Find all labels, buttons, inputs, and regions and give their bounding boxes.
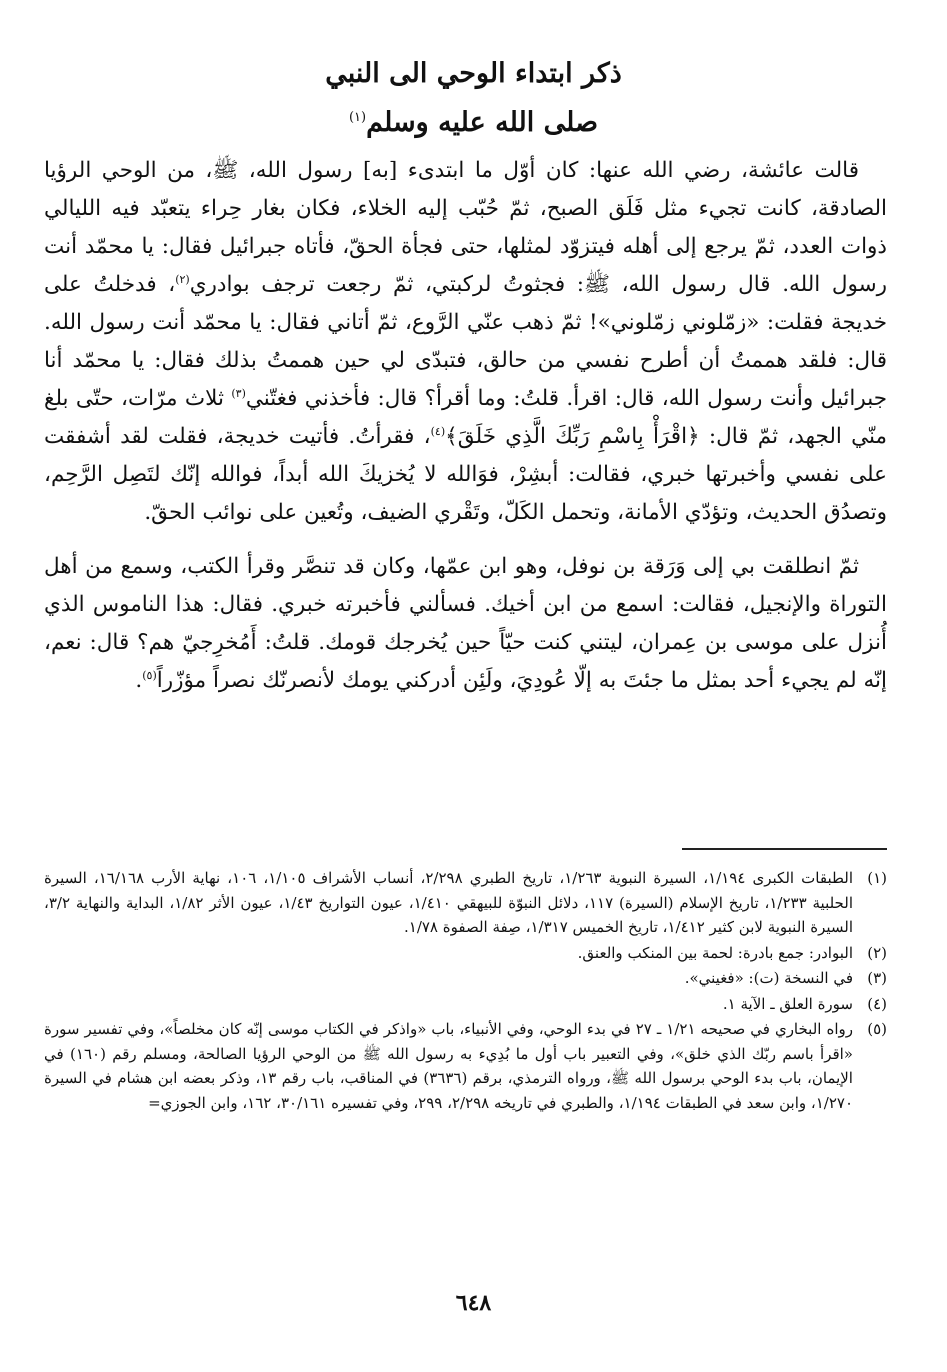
footnote-number: (١) bbox=[867, 869, 887, 887]
footnote-separator bbox=[682, 848, 887, 850]
footnote-3 bbox=[44, 966, 887, 991]
chapter-title-line-2 bbox=[0, 96, 947, 145]
paragraph-2-end: . bbox=[135, 668, 143, 693]
footnote-ref-4: (٤) bbox=[430, 424, 446, 438]
footnote-ref-1: (١) bbox=[348, 110, 367, 125]
footnote-text: سورة العلق ـ الآية ١. bbox=[722, 994, 853, 1013]
paragraph-1-part-3: ثلاث مرّات، حتّى بلغ منّي الجهد، ثمّ قال: ﴿اقْرَأْ بِاسْمِ رَبِّكَ الَّذِي خَلَقَ﴾ bbox=[44, 386, 887, 449]
paragraph-1-part-2: ، فدخلتُ على خديجة فقلت: «زمّلوني زمّلوني»! ثمّ ذهب عنّي الرَّوع، ثمّ أتاني فقال: يا محمّد أنت رسول الله. قال: فلقد هممتُ أن أطرح نفسي من حالق، فتبدّى لي حين هممتُ بذلك فقال: يا محمّد أنا جبرائيل وأنت رسول الله، قال: اقرأ. قلتُ: وما أقرأ؟ قال: فأخذني فغتّني bbox=[44, 272, 887, 411]
footnote-ref-5: (٥) bbox=[142, 668, 157, 682]
chapter-title-line-2-text: صلى الله عليه وسلم bbox=[366, 107, 599, 138]
chapter-title-line-1: ذكر ابتداء الوحي الى النبي bbox=[325, 58, 622, 89]
footnote-4 bbox=[44, 992, 887, 1017]
paragraph-1-part-4: ، فقرأتُ. فأتيت خديجة، فقلت لقد أشفقت على نفسي وأخبرتها خبري، فقالت: أبشِرْ، فوَالله لا يُخزيكَ الله أبداً، فوالله إنّك لتَصِل الرَّحِم، وتصدُق الحديث، وتؤدّي الأمانة، وتحمل الكَلّ، وتَقْري الضيف، وتُعين على نوائب الحقّ. bbox=[44, 424, 887, 525]
footnote-number: (٤) bbox=[867, 994, 887, 1013]
main-text bbox=[44, 152, 887, 700]
paragraph-2-part-1: ثمّ انطلقت بي إلى وَرَقة بن نوفل، وهو ابن عمّها، وكان قد تنصَّر وقرأ الكتب، وسمع من أهل التوراة والإنجيل، فقالت: اسمع من ابن أخيك. فسألني فأخبرته خبري. فقال: هذا الناموس الذي أُنزل على موسى بن عِمران، ليتني كنت حيّاً حين يُخرجك قومك. قلتُ: أَمُخرِجيّ هم؟ قال: نعم، إنّه لم يجيء أحد بمثل ما جئتَ به إلّا عُودِيَ، ولَئِن أدركني يومك لأنصرنّك نصراً مؤزّراً bbox=[44, 554, 887, 693]
footnote-text: في النسخة (ت): «فغيني». bbox=[684, 969, 853, 987]
footnote-5 bbox=[44, 1017, 887, 1115]
paragraph-1 bbox=[44, 152, 887, 532]
footnote-number: (٥) bbox=[867, 1020, 887, 1038]
footnote-text: البوادر: جمع بادرة: لحمة بين المنكب والعنق. bbox=[577, 943, 853, 962]
footnote-1 bbox=[44, 866, 887, 940]
paragraph-2 bbox=[44, 548, 887, 700]
paragraph-1-part-1: قالت عائشة، رضي الله عنها: كان أوّل ما ابتدىء [به] رسول الله، ﷺ، من الوحي الرؤيا الصادقة، كانت تجيء مثل فَلَق الصبح، ثمّ حُبّب إليه الخلاء، فكان بغار حِراء يتعبّد فيه الليالي ذوات العدد، ثمّ يرجع إلى أهله فيتزوّد لمثلها، حتى فجأة الحقّ، فأتاه جبرائيل فقال: يا محمّد أنت رسول الله. قال رسول الله، ﷺ: فجثوتُ لركبتي، ثمّ رجعت ترجف بوادري bbox=[44, 158, 887, 297]
footnote-number: (٣) bbox=[867, 969, 887, 987]
footnote-text: رواه البخاري في صحيحه ١/٢١ ـ ٢٧ في بدء الوحي، وفي الأنبياء، باب «واذكر في الكتاب موسى إنّه كان مخلصاً»، وفي تفسير سورة «اقرأ باسم ربّك الذي خلق»، وفي التعبير باب أول ما بُدِيء به رسول الله ﷺ من الوحي الرؤيا الصالحة، ومسلم رقم (١٦٠) في الإيمان، باب بدء الوحي برسول الله ﷺ، ورواه الترمذي، برقم (٣٦٣٦) في المناقب، باب رقم ١٣، وذكر بعضه ابن هشام في السيرة ١/٢٧٠، وابن سعد في الطبقات ١/١٩٤، والطبري في تاريخه ٢/٢٩٨، ٢٩٩، وفي تفسيره ٣٠/١٦١، ١٦٢، وابن الجوزي= bbox=[44, 1020, 853, 1112]
footnote-2 bbox=[44, 941, 887, 966]
footnotes bbox=[44, 866, 887, 1116]
chapter-title bbox=[0, 52, 947, 145]
footnote-ref-2: (٢) bbox=[175, 272, 190, 286]
footnote-ref-3: (٣) bbox=[231, 386, 246, 400]
footnote-number: (٢) bbox=[867, 943, 887, 962]
page-number: ٦٤٨ bbox=[455, 1290, 492, 1316]
footnote-text: الطبقات الكبرى ١/١٩٤، السيرة النبوية ١/٢٦٣، تاريخ الطبري ٢/٢٩٨، أنساب الأشراف ١/١٠٥، ١٠٦، نهاية الأرب ١٦/١٦٨، السيرة الحلبية ١/٢٣٣، تاريخ الإسلام (السيرة) ١١٧، دلائل النبوّة للبيهقي ١/٤١٠، عيون التواريخ ١/٤٣، عيون الأثر ١/٨٢، البداية والنهاية ٣/٢، السيرة النبوية لابن كثير ١/٤١٢، تاريخ الخميس ١/٣١٧، صِفة الصفوة ١/٧٨. bbox=[44, 869, 854, 936]
